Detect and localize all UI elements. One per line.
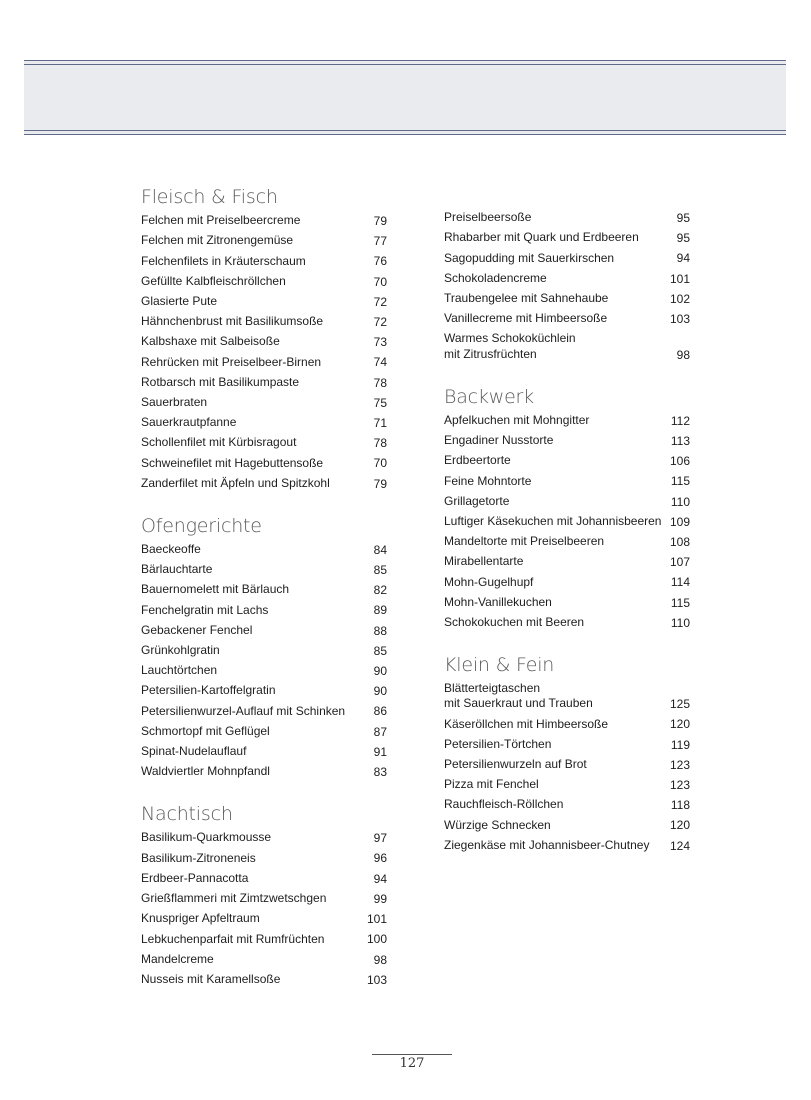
entry-title: Lauchtörtchen	[141, 663, 218, 678]
entry-page-number: 73	[373, 335, 387, 350]
entry-page-number: 125	[669, 697, 690, 712]
index-entry	[141, 393, 387, 413]
entry-title: Sauerkrautpfanne	[141, 415, 237, 430]
entry-title: Engadiner Nusstorte	[444, 433, 554, 448]
entry-page-number: 115	[670, 595, 690, 610]
entry-page-number: 123	[669, 778, 690, 793]
entry-title: Felchen mit Preiselbeercreme	[141, 213, 301, 228]
entry-page-number: 101	[669, 271, 690, 286]
entry-page-number: 78	[373, 375, 387, 390]
entry-title: Rehrücken mit Preiselbeer-Birnen	[141, 354, 322, 369]
entry-title: Petersilienwurzel-Auflauf mit Schinken	[141, 703, 346, 718]
entry-page-number: 89	[373, 603, 387, 618]
index-entry	[444, 593, 690, 613]
entry-title: Traubengelee mit Sahnehaube	[444, 291, 609, 306]
entry-page-number: 90	[373, 684, 387, 699]
entry-title: Vanillecreme mit Himbeersoße	[444, 311, 608, 326]
index-entry	[141, 312, 387, 332]
index-entry	[141, 722, 387, 742]
entry-title: Mohn-Gugelhupf	[444, 574, 534, 589]
header-rule-top-outer	[24, 60, 786, 61]
entry-page-number: 91	[373, 744, 387, 759]
entry-page-number: 75	[373, 395, 387, 410]
index-section	[444, 651, 690, 856]
section-title: Ofengerichte	[141, 514, 262, 537]
entry-page-number: 76	[373, 254, 387, 269]
entry-title: Mandeltorte mit Preiselbeeren	[444, 534, 605, 549]
entry-title: Preiselbeersoße	[444, 210, 532, 225]
entry-page-number: 119	[670, 737, 690, 752]
entry-title: Bärlauchtarte	[141, 562, 213, 577]
entry-title: Grünkohlgratin	[141, 643, 220, 658]
entry-page-number: 70	[373, 456, 387, 471]
index-entry	[444, 795, 690, 815]
entry-title: Schweinefilet mit Hagebuttensoße	[141, 455, 324, 470]
index-entry	[444, 613, 690, 633]
entry-page-number: 110	[670, 615, 690, 630]
section-title: Backwerk	[444, 385, 534, 408]
index-entry	[141, 950, 387, 970]
entry-title: Mohn-Vanillekuchen	[444, 594, 552, 609]
entry-page-number: 120	[669, 818, 690, 833]
index-entry	[141, 909, 387, 929]
entry-page-number: 79	[373, 214, 387, 228]
entry-page-number: 74	[373, 355, 387, 370]
section-title: Klein & Fein	[444, 653, 555, 676]
entry-page-number: 94	[676, 251, 690, 266]
index-entry	[444, 471, 690, 491]
entry-title: Luftiger Käsekuchen mit Johannisbeeren	[444, 513, 662, 528]
entry-title: Gefüllte Kalbfleischröllchen	[141, 273, 286, 288]
entry-title: Kalbshaxe mit Salbeisoße	[141, 334, 280, 349]
entry-title: Feine Mohntorte	[444, 473, 532, 488]
index-entry	[444, 735, 690, 755]
index-entry	[141, 661, 387, 681]
entry-title: Würzige Schnecken	[444, 817, 551, 832]
index-entry	[444, 208, 690, 228]
entry-title: Käseröllchen mit Himbeersoße	[444, 716, 609, 731]
entry-page-number: 112	[670, 413, 690, 428]
entry-page-number: 94	[373, 871, 387, 886]
entry-page-number: 107	[669, 555, 690, 570]
entry-title: Lebkuchenparfait mit Rumfrüchten	[141, 931, 325, 946]
entry-title: Sauerbraten	[141, 395, 208, 410]
entry-title: Erdbeer-Pannacotta	[141, 870, 249, 885]
index-entry	[141, 929, 387, 949]
entry-page-number: 95	[676, 211, 690, 225]
index-entry	[444, 451, 690, 471]
page-number-rule	[372, 1054, 452, 1055]
header-rule-bottom-inner	[24, 130, 786, 131]
entry-title: Waldviertler Mohnpfandl	[141, 764, 270, 779]
entry-page-number: 86	[373, 704, 387, 719]
entry-page-number: 118	[670, 798, 690, 813]
index-entry	[141, 889, 387, 909]
index-entry	[141, 332, 387, 352]
index-section	[444, 383, 690, 633]
section-title: Fleisch & Fisch	[141, 186, 278, 208]
page-number: 127	[399, 1056, 425, 1071]
index-section	[444, 208, 690, 365]
entry-title: Felchenfilets in Kräuterschaum	[141, 253, 306, 268]
entry-title: Sagopudding mit Sauerkirschen	[444, 250, 615, 265]
index-entry	[141, 580, 387, 600]
entry-title: Mandelcreme	[141, 951, 214, 966]
entry-title: Nusseis mit Karamellsoße	[141, 971, 281, 986]
entry-title: Fenchelgratin mit Lachs	[141, 602, 269, 617]
index-entry	[141, 474, 387, 494]
entry-page-number: 77	[373, 234, 387, 249]
entry-page-number: 95	[676, 231, 690, 246]
entry-title: Grillagetorte	[444, 493, 510, 508]
index-entry	[444, 512, 690, 532]
entry-page-number: 72	[373, 294, 387, 309]
index-entry	[444, 679, 690, 715]
entry-title: Schollenfilet mit Kürbisragout	[141, 435, 297, 450]
entry-title: Petersilienwurzeln auf Brot	[444, 757, 587, 772]
entry-page-number: 82	[373, 583, 387, 598]
index-entry	[444, 836, 690, 856]
index-entry	[444, 815, 690, 835]
entry-title: Petersilien-Törtchen	[444, 736, 552, 751]
entry-title: Grießflammeri mit Zimtzwetschgen	[141, 891, 327, 906]
index-entry	[141, 352, 387, 372]
index-column-left	[141, 183, 387, 1008]
index-entry	[141, 251, 387, 271]
entry-page-number: 113	[670, 433, 690, 448]
index-entry	[444, 532, 690, 552]
entry-page-number: 85	[373, 563, 387, 578]
entry-page-number: 78	[373, 436, 387, 451]
entry-page-number: 84	[373, 542, 387, 557]
entry-title: Schmortopf mit Geflügel	[141, 723, 270, 738]
entry-page-number: 98	[676, 347, 690, 362]
entry-page-number: 115	[670, 474, 690, 489]
entry-page-number: 102	[669, 291, 690, 306]
entry-page-number: 88	[373, 623, 387, 638]
index-entry	[141, 641, 387, 661]
entry-title: Glasierte Pute	[141, 294, 218, 309]
index-entry	[444, 248, 690, 268]
entry-title: Petersilien-Kartoffelgratin	[141, 683, 276, 698]
index-entry	[444, 269, 690, 289]
entry-page-number: 103	[366, 972, 387, 987]
entry-page-number: 87	[373, 724, 387, 739]
entry-title: Ziegenkäse mit Johannisbeer-Chutney	[444, 837, 650, 852]
entry-page-number: 85	[373, 643, 387, 658]
entry-title: Schokoladencreme	[444, 270, 547, 285]
index-entry	[444, 492, 690, 512]
entry-page-number: 120	[669, 717, 690, 732]
entry-page-number: 110	[670, 494, 690, 509]
entry-page-number: 90	[373, 664, 387, 679]
index-entry	[141, 742, 387, 762]
entry-page-number: 124	[669, 838, 690, 853]
entry-title: Blätterteigtaschen mit Sauerkraut und Trauben	[444, 680, 593, 711]
entry-page-number: 79	[373, 476, 387, 491]
index-entry	[141, 453, 387, 473]
entry-page-number: 106	[669, 454, 690, 469]
index-column-right	[444, 208, 690, 874]
entry-page-number: 83	[373, 765, 387, 780]
entry-title: Spinat-Nudelauflauf	[141, 744, 247, 759]
entry-page-number: 114	[670, 575, 690, 590]
index-entry	[141, 413, 387, 433]
entry-page-number: 98	[373, 952, 387, 967]
entry-title: Felchen mit Zitronengemüse	[141, 233, 294, 248]
index-entry	[444, 228, 690, 248]
section-title: Nachtisch	[141, 803, 233, 826]
entry-page-number: 123	[669, 757, 690, 772]
index-entry	[444, 289, 690, 309]
entry-title: Zanderfilet mit Äpfeln und Spitzkohl	[141, 475, 330, 490]
index-section	[141, 800, 387, 990]
entry-page-number: 99	[373, 891, 387, 906]
index-entry	[141, 292, 387, 312]
index-entry	[444, 309, 690, 329]
index-entry	[141, 828, 387, 848]
entry-title: Mirabellentarte	[444, 554, 524, 569]
index-section	[141, 512, 387, 782]
entry-page-number: 100	[366, 932, 387, 947]
index-entry	[444, 714, 690, 734]
index-entry	[141, 560, 387, 580]
index-entry	[444, 755, 690, 775]
index-entry	[141, 600, 387, 620]
index-entry	[141, 211, 387, 231]
entry-title: Gebackener Fenchel	[141, 622, 253, 637]
index-entry	[141, 762, 387, 782]
entry-page-number: 109	[669, 514, 690, 529]
index-entry	[141, 433, 387, 453]
entry-title: Knuspriger Apfeltraum	[141, 911, 260, 926]
entry-page-number: 97	[373, 831, 387, 846]
index-entry	[141, 231, 387, 251]
entry-title: Warmes Schokoküchlein mit Zitrusfrüchten	[444, 331, 576, 361]
index-entry	[444, 431, 690, 451]
entry-title: Schokokuchen mit Beeren	[444, 614, 585, 629]
entry-page-number: 101	[366, 912, 387, 927]
index-entry	[141, 540, 387, 560]
index-section	[141, 183, 387, 494]
entry-page-number: 103	[669, 312, 690, 327]
header-rule-bottom-outer	[24, 134, 786, 135]
index-entry	[141, 272, 387, 292]
entry-page-number: 96	[373, 851, 387, 866]
entry-title: Erdbeertorte	[444, 453, 511, 468]
index-entry	[141, 701, 387, 721]
index-entry	[141, 373, 387, 393]
index-entry	[141, 681, 387, 701]
entry-title: Pizza mit Fenchel	[444, 777, 539, 792]
index-entry	[444, 329, 690, 365]
entry-title: Basilikum-Quarkmousse	[141, 830, 272, 845]
index-entry	[444, 411, 690, 431]
entry-title: Baeckeoffe	[141, 542, 201, 557]
entry-title: Rotbarsch mit Basilikumpaste	[141, 374, 300, 389]
index-entry	[444, 552, 690, 572]
index-entry	[444, 572, 690, 592]
header-rule-top-inner	[24, 64, 786, 65]
entry-page-number: 71	[373, 416, 387, 431]
index-entry	[141, 848, 387, 868]
header-band	[24, 60, 786, 134]
entry-title: Basilikum-Zitroneneis	[141, 850, 256, 865]
entry-page-number: 108	[669, 534, 690, 549]
entry-title: Apfelkuchen mit Mohngitter	[444, 412, 590, 427]
entry-title: Rhabarber mit Quark und Erdbeeren	[444, 230, 639, 245]
entry-title: Hähnchenbrust mit Basilikumsoße	[141, 314, 324, 329]
index-entry	[141, 621, 387, 641]
index-entry	[141, 970, 387, 990]
entry-title: Rauchfleisch-Röllchen	[444, 797, 564, 812]
entry-page-number: 72	[373, 315, 387, 330]
entry-title: Bauernomelett mit Bärlauch	[141, 582, 290, 597]
index-entry	[141, 869, 387, 889]
entry-page-number: 70	[373, 274, 387, 289]
index-entry	[444, 775, 690, 795]
